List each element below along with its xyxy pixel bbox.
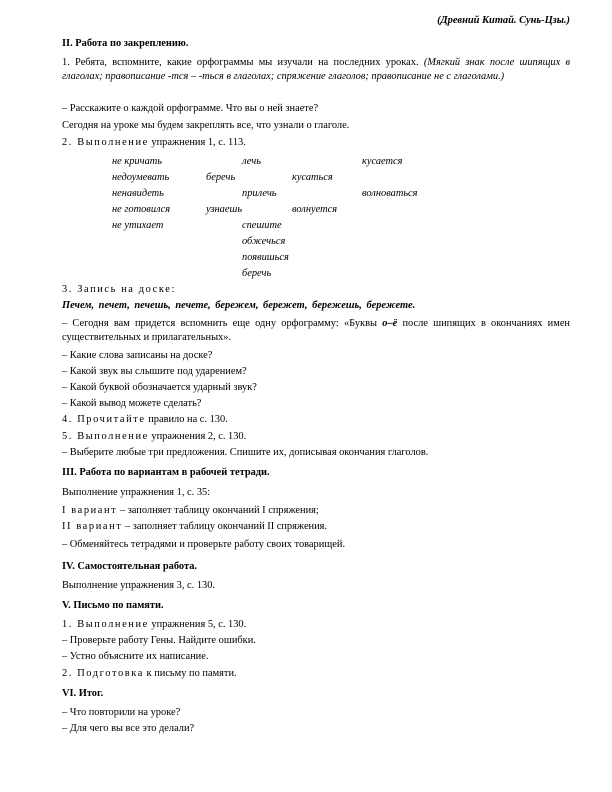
exercise-2-line <box>62 430 246 444</box>
read-rule-label: 4. Прочитайте <box>62 414 146 425</box>
recall-lead: 1. Ребята, вспомните, какие орфограммы мы изучали на последних уроках. <box>62 57 419 68</box>
variant-1-line <box>62 504 319 518</box>
exercise-5-label: 1. Выполнение <box>62 619 149 630</box>
read-rule-line <box>62 413 228 427</box>
word: недоумевать <box>112 172 170 183</box>
word: не утихает <box>112 220 164 231</box>
word: обжечься <box>242 236 286 247</box>
variant-2-rest: – заполняет таблицу окончаний II спряжения. <box>122 521 328 532</box>
word: волнуется <box>292 204 338 215</box>
exercise-5-rest: упражнения 5, с. 130. <box>148 619 247 630</box>
variant-1-rest: – заполняет таблицу окончаний I спряжения; <box>117 505 319 516</box>
source-caption: (Древний Китай. Сунь-Цзы.) <box>437 15 570 26</box>
board-label <box>62 283 176 297</box>
word: беречь <box>206 172 236 183</box>
paragraph-recall <box>62 56 570 83</box>
prep-line <box>62 667 237 681</box>
word: прилечь <box>242 188 277 199</box>
word: кусается <box>362 156 403 167</box>
final-question: – Что повторили на уроке? <box>62 707 181 718</box>
question: – Какой звук вы слышите под ударением? <box>62 366 247 377</box>
word: беречь <box>242 268 272 279</box>
recall-topics: (Мягкий знак после шипящих в глаголах; правописание -тся – -ться в глаголах; спряжение глаголов; правописание не с глаголами.) <box>62 57 570 82</box>
prep-label: 2. Подготовка <box>62 668 144 679</box>
section-heading-6: VI. Итог. <box>62 688 104 699</box>
today-orthogram <box>62 317 570 344</box>
orthogram-letters: о–ё <box>382 318 398 329</box>
word: не готовился <box>112 204 171 215</box>
question: – Какие слова записаны на доске? <box>62 350 213 361</box>
word: узнаешь <box>206 204 243 215</box>
section-heading-2: II. Работа по закреплению. <box>62 38 189 49</box>
exercise-2-label: 5. Выполнение <box>62 431 149 442</box>
exercise-1-line <box>62 136 246 150</box>
orthogram-text-a: – Сегодня вам придется вспомнить еще одну орфограмму: «Буквы <box>62 318 377 329</box>
variant-2-line <box>62 520 327 534</box>
word: появишься <box>242 252 289 263</box>
word: не кричать <box>112 156 162 167</box>
memory-task: – Устно объясните их написание. <box>62 651 209 662</box>
word: волноваться <box>362 188 418 199</box>
variant-1-label: I вариант <box>62 505 118 516</box>
board-words: Печем, печет, печешь, печете, бережем, бережет, бережешь, бережете. <box>62 300 416 311</box>
section-heading-3: III. Работа по вариантам в рабочей тетради. <box>62 467 270 478</box>
read-rule-rest: правило на с. 130. <box>145 414 228 425</box>
word: спешите <box>242 220 282 231</box>
exercise-4-line: Выполнение упражнения 3, с. 130. <box>62 580 216 591</box>
section-heading-5: V. Письмо по памяти. <box>62 600 164 611</box>
exercise-3-line: Выполнение упражнения 1, с. 35: <box>62 487 211 498</box>
today-line: Сегодня на уроке мы будем закреплять все, что узнали о глаголе. <box>62 120 350 131</box>
variant-2-label: II вариант <box>62 521 123 532</box>
memory-task: – Проверьте работу Гены. Найдите ошибки. <box>62 635 256 646</box>
final-question: – Для чего вы все это делали? <box>62 723 195 734</box>
question: – Какой буквой обозначается ударный звук? <box>62 382 257 393</box>
prep-rest: к письму по памяти. <box>143 668 237 679</box>
swap-line: – Обменяйтесь тетрадями и проверьте работу своих товарищей. <box>62 539 346 550</box>
section-heading-4: IV. Самостоятельная работа. <box>62 561 197 572</box>
exercise-1-label: 2. Выполнение <box>62 137 149 148</box>
word: лечь <box>242 156 261 167</box>
question: – Какой вывод можете сделать? <box>62 398 202 409</box>
exercise-1-rest: упражнения 1, с. 113. <box>148 137 246 148</box>
orthogram-text-c: после шипящих в окончаниях имен существительных и прилагательных». <box>62 318 570 343</box>
exercise-2-task: – Выберите любые три предложения. Спишите их, дописывая окончания глаголов. <box>62 447 429 458</box>
word: кусаться <box>292 172 333 183</box>
board-label-text: 3. Запись на доске: <box>62 284 176 295</box>
word: ненавидеть <box>112 188 164 199</box>
exercise-2-rest: упражнения 2, с. 130. <box>148 431 247 442</box>
question-tell: – Расскажите о каждой орфограмме. Что вы о ней знаете? <box>62 103 319 114</box>
exercise-5-line <box>62 618 246 632</box>
